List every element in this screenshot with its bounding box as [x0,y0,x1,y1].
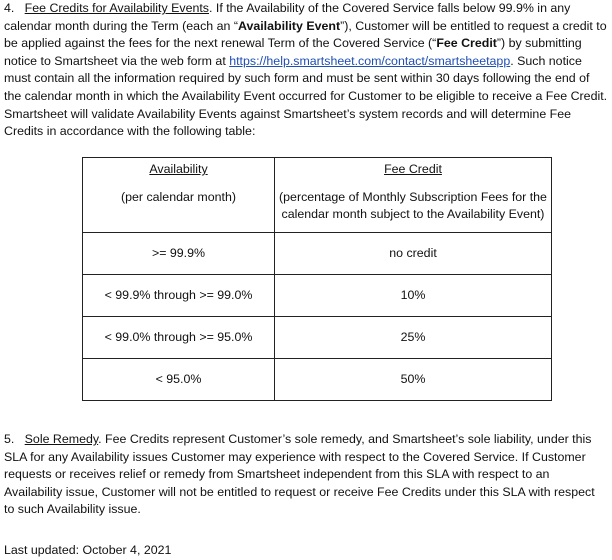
last-updated: Last updated: October 4, 2021 [4,543,172,557]
availability-header-cell [83,158,275,233]
table-row [83,275,552,317]
web-form-link[interactable]: https://help.smartsheet.com/contact/smartsheetapp [229,53,511,68]
section-4-heading: Fee Credits for Availability Events [24,1,210,15]
section-4-paragraph [4,0,608,141]
section-5-paragraph [4,431,608,519]
fee-credit-cell: 50% [275,359,552,401]
section-5-heading: Sole Remedy [24,432,99,446]
fee-credit-cell: no credit [275,233,552,275]
section-5-number: 5. [4,432,15,446]
table-row [83,233,552,275]
availability-cell: >= 99.9% [83,233,275,275]
fee-credit-header-cell [275,158,552,233]
table-header-row [83,158,552,233]
section-4-text-3: ”) by submitting notice to Smartsheet via the web form at [4,36,582,68]
availability-header-title: Availability [149,162,208,176]
availability-cell: < 99.9% through >= 99.0% [83,275,275,317]
fee-credit-term: Fee Credit [436,36,497,51]
fee-credit-cell: 25% [275,317,552,359]
section-4-text-4: . Such notice must contain all the information required by such form and must be sent within 30 days following the end of the calendar month in which the Availability Event occurred for Customer to be eligible to receive a Fee Credit. Smartsheet will validate Availability Events against Smartsheet’s system records and will determine Fee Credits in accordance with the following table: [4,53,608,139]
section-4-number: 4. [4,1,15,15]
availability-cell: < 99.0% through >= 95.0% [83,317,275,359]
section-4-text-1: . If the Availability of the Covered Service falls below 99.9% in any calendar month during the Term (each an “ [4,1,571,33]
fee-credit-header-title: Fee Credit [384,162,442,176]
fee-credit-header-subtitle: (percentage of Monthly Subscription Fees for the calendar month subject to the Availability Event) [279,189,547,222]
availability-header-subtitle: (per calendar month) [120,189,236,204]
fee-credit-cell: 10% [275,275,552,317]
fee-credit-table [82,157,552,401]
table-row [83,317,552,359]
availability-event-term: Availability Event [237,18,341,33]
section-5-text: . Fee Credits represent Customer’s sole remedy, and Smartsheet’s sole liability, under this SLA for any Availability issues Customer may experience with respect to the Covered Service. If Customer requests or receives relief or remedy from Smartsheet independent from this SLA with respect to an Availability issue, Customer will not be entitled to request or receive Fee Credits under this SLA with respect to such Availability issue. [4,432,595,517]
section-4-text-2: ”), Customer will be entitled to request a credit to be applied against the fees for the next renewal Term of the Covered Service (“ [4,18,607,51]
availability-cell: < 95.0% [83,359,275,401]
table-row [83,359,552,401]
